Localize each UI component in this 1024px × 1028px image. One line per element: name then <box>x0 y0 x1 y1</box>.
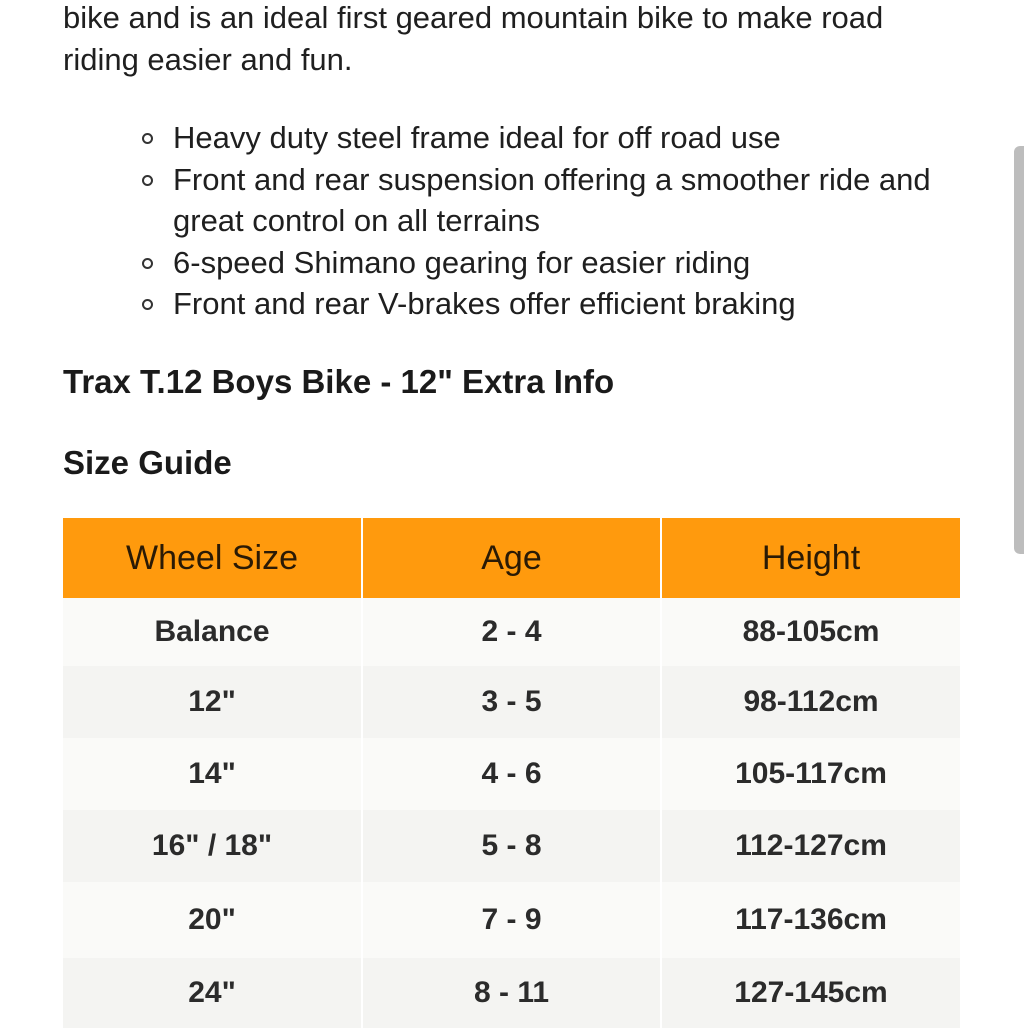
feature-text: 6-speed Shimano gearing for easier riding <box>173 244 751 280</box>
height-cell: 88-105cm <box>661 598 960 666</box>
table-row <box>63 666 960 738</box>
feature-item <box>63 242 943 284</box>
height-cell: 127-145cm <box>661 958 960 1028</box>
feature-text: Front and rear V-brakes offer efficient braking <box>173 286 796 321</box>
age-cell: 7 - 9 <box>362 882 661 958</box>
table-row <box>63 810 960 882</box>
intro-paragraph: bike and is an ideal first geared mountain bike to make road riding easier and fun. <box>63 0 884 77</box>
column-header-age: Age <box>362 518 661 598</box>
height-cell: 112-127cm <box>661 810 960 882</box>
table-row <box>63 882 960 958</box>
feature-text: Heavy duty steel frame ideal for off road use <box>173 120 781 155</box>
feature-list <box>63 117 943 325</box>
scrollbar-thumb[interactable] <box>1014 146 1024 554</box>
feature-item <box>63 117 943 159</box>
wheel-size-cell: 24" <box>63 958 362 1028</box>
table-row <box>63 738 960 810</box>
column-header-wheel-size: Wheel Size <box>63 518 362 598</box>
feature-text: Front and rear suspension offering a smoother ride and great control on all terrains <box>173 161 931 238</box>
wheel-size-cell: 20" <box>63 882 362 958</box>
circle-bullet-icon <box>142 175 153 186</box>
height-cell: 105-117cm <box>661 738 960 810</box>
size-guide-table <box>63 518 960 1028</box>
wheel-size-cell: 12" <box>63 666 362 738</box>
feature-item <box>63 283 943 325</box>
table-row <box>63 598 960 666</box>
table-header-row <box>63 518 960 598</box>
age-cell: 2 - 4 <box>362 598 661 666</box>
circle-bullet-icon <box>142 258 153 269</box>
wheel-size-cell: Balance <box>63 598 362 666</box>
circle-bullet-icon <box>142 133 153 144</box>
column-header-height: Height <box>661 518 960 598</box>
wheel-size-cell: 14" <box>63 738 362 810</box>
circle-bullet-icon <box>142 299 153 310</box>
feature-item <box>63 159 943 242</box>
age-cell: 5 - 8 <box>362 810 661 882</box>
age-cell: 3 - 5 <box>362 666 661 738</box>
size-guide-heading: Size Guide <box>63 444 232 481</box>
age-cell: 4 - 6 <box>362 738 661 810</box>
extra-info-heading: Trax T.12 Boys Bike - 12" Extra Info <box>63 363 615 400</box>
height-cell: 98-112cm <box>661 666 960 738</box>
table-row <box>63 958 960 1028</box>
age-cell: 8 - 11 <box>362 958 661 1028</box>
height-cell: 117-136cm <box>661 882 960 958</box>
wheel-size-cell: 16" / 18" <box>63 810 362 882</box>
